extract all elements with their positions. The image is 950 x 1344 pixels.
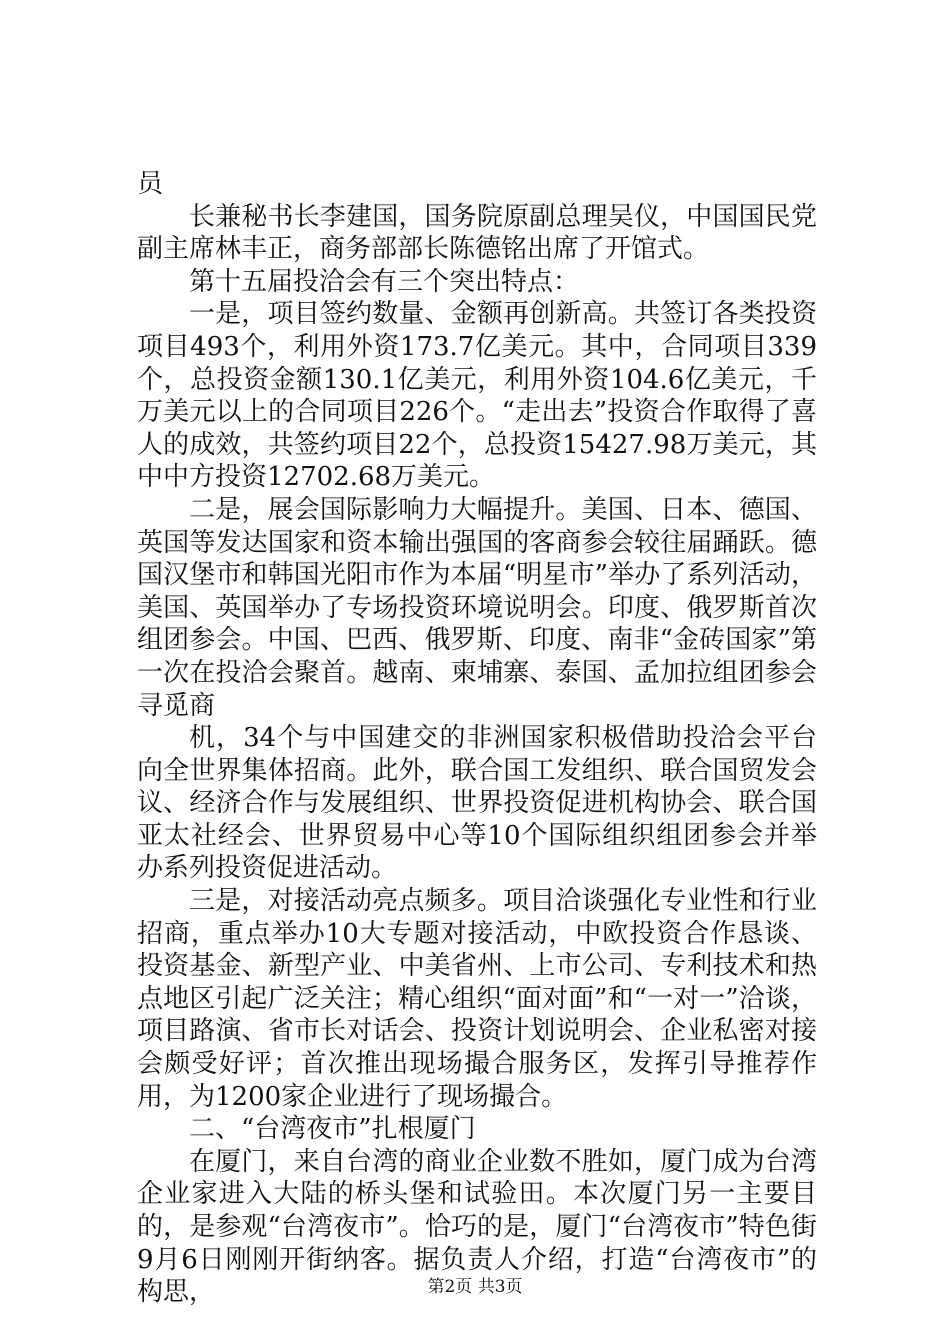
paragraph-3: 第十五届投洽会有三个突出特点： — [189, 266, 580, 297]
paragraph-6: 机，34个与中国建交的非洲国家积极借助投洽会平台向全世界集体招商。此外，联合国工发组织、联合国贸发会议、经济合作与发展组织、世界投资促进机构协会、联合国亚太社经会、世界贸易中心等10个国际组织组团参会并举办系列投资促进活动。 — [137, 723, 817, 884]
document-body — [137, 168, 817, 1309]
paragraph-4: 一是，项目签约数量、金额再创新高。共签订各类投资项目493个，利用外资173.7亿美元。其中，合同项目339个，总投资金额130.1亿美元，利用外资104.6亿美元，千万美元以上的合同项目226个。“走出去”投资合作取得了喜人的成效，共签约项目22个，总投资15427.98万美元，其中中方投资12702.68万美元。 — [137, 299, 817, 493]
paragraph-1: 员 — [137, 169, 164, 199]
section-heading: 二、“台湾夜市”扎根厦门 — [189, 1114, 476, 1145]
paragraph-7: 三是，对接活动亮点频多。项目洽谈强化专业性和行业招商，重点举办10大专题对接活动，中欧投资合作恳谈、投资基金、新型产业、中美省州、上市公司、专利技术和热点地区引起广泛关注；精心组织“面对面”和“一对一”洽谈，项目路演、省市长对话会、投资计划说明会、企业私密对接会颇受好评；首次推出现场撮合服务区，发挥引导推荐作用，为1200家企业进行了现场撮合。 — [137, 886, 817, 1112]
paragraph-2: 长兼秘书长李建国，国务院原副总理吴仪，中国国民党副主席林丰正，商务部部长陈德铭出席了开馆式。 — [137, 201, 817, 265]
paragraph-5: 二是，展会国际影响力大幅提升。美国、日本、德国、英国等发达国家和资本输出强国的客商参会较往届踊跃。德国汉堡市和韩国光阳市作为本届“明星市”举办了系列活动，美国、英国举办了专场投资环境说明会。印度、俄罗斯首次组团参会。中国、巴西、俄罗斯、印度、南非“金砖国家”第一次在投洽会聚首。越南、柬埔寨、泰国、孟加拉组团参会寻觅商 — [137, 494, 817, 721]
paragraph-8: 在厦门，来自台湾的商业企业数不胜如，厦门成为台湾企业家进入大陆的桥头堡和试验田。本次厦门另一主要目的，是参观“台湾夜市”。恰巧的是，厦门“台湾夜市”特色街9月6日刚刚开街纳客。据负责人介绍，打造“台湾夜市”的构思， — [137, 1146, 817, 1308]
page-footer: 第2页 共3页 — [427, 1277, 523, 1297]
